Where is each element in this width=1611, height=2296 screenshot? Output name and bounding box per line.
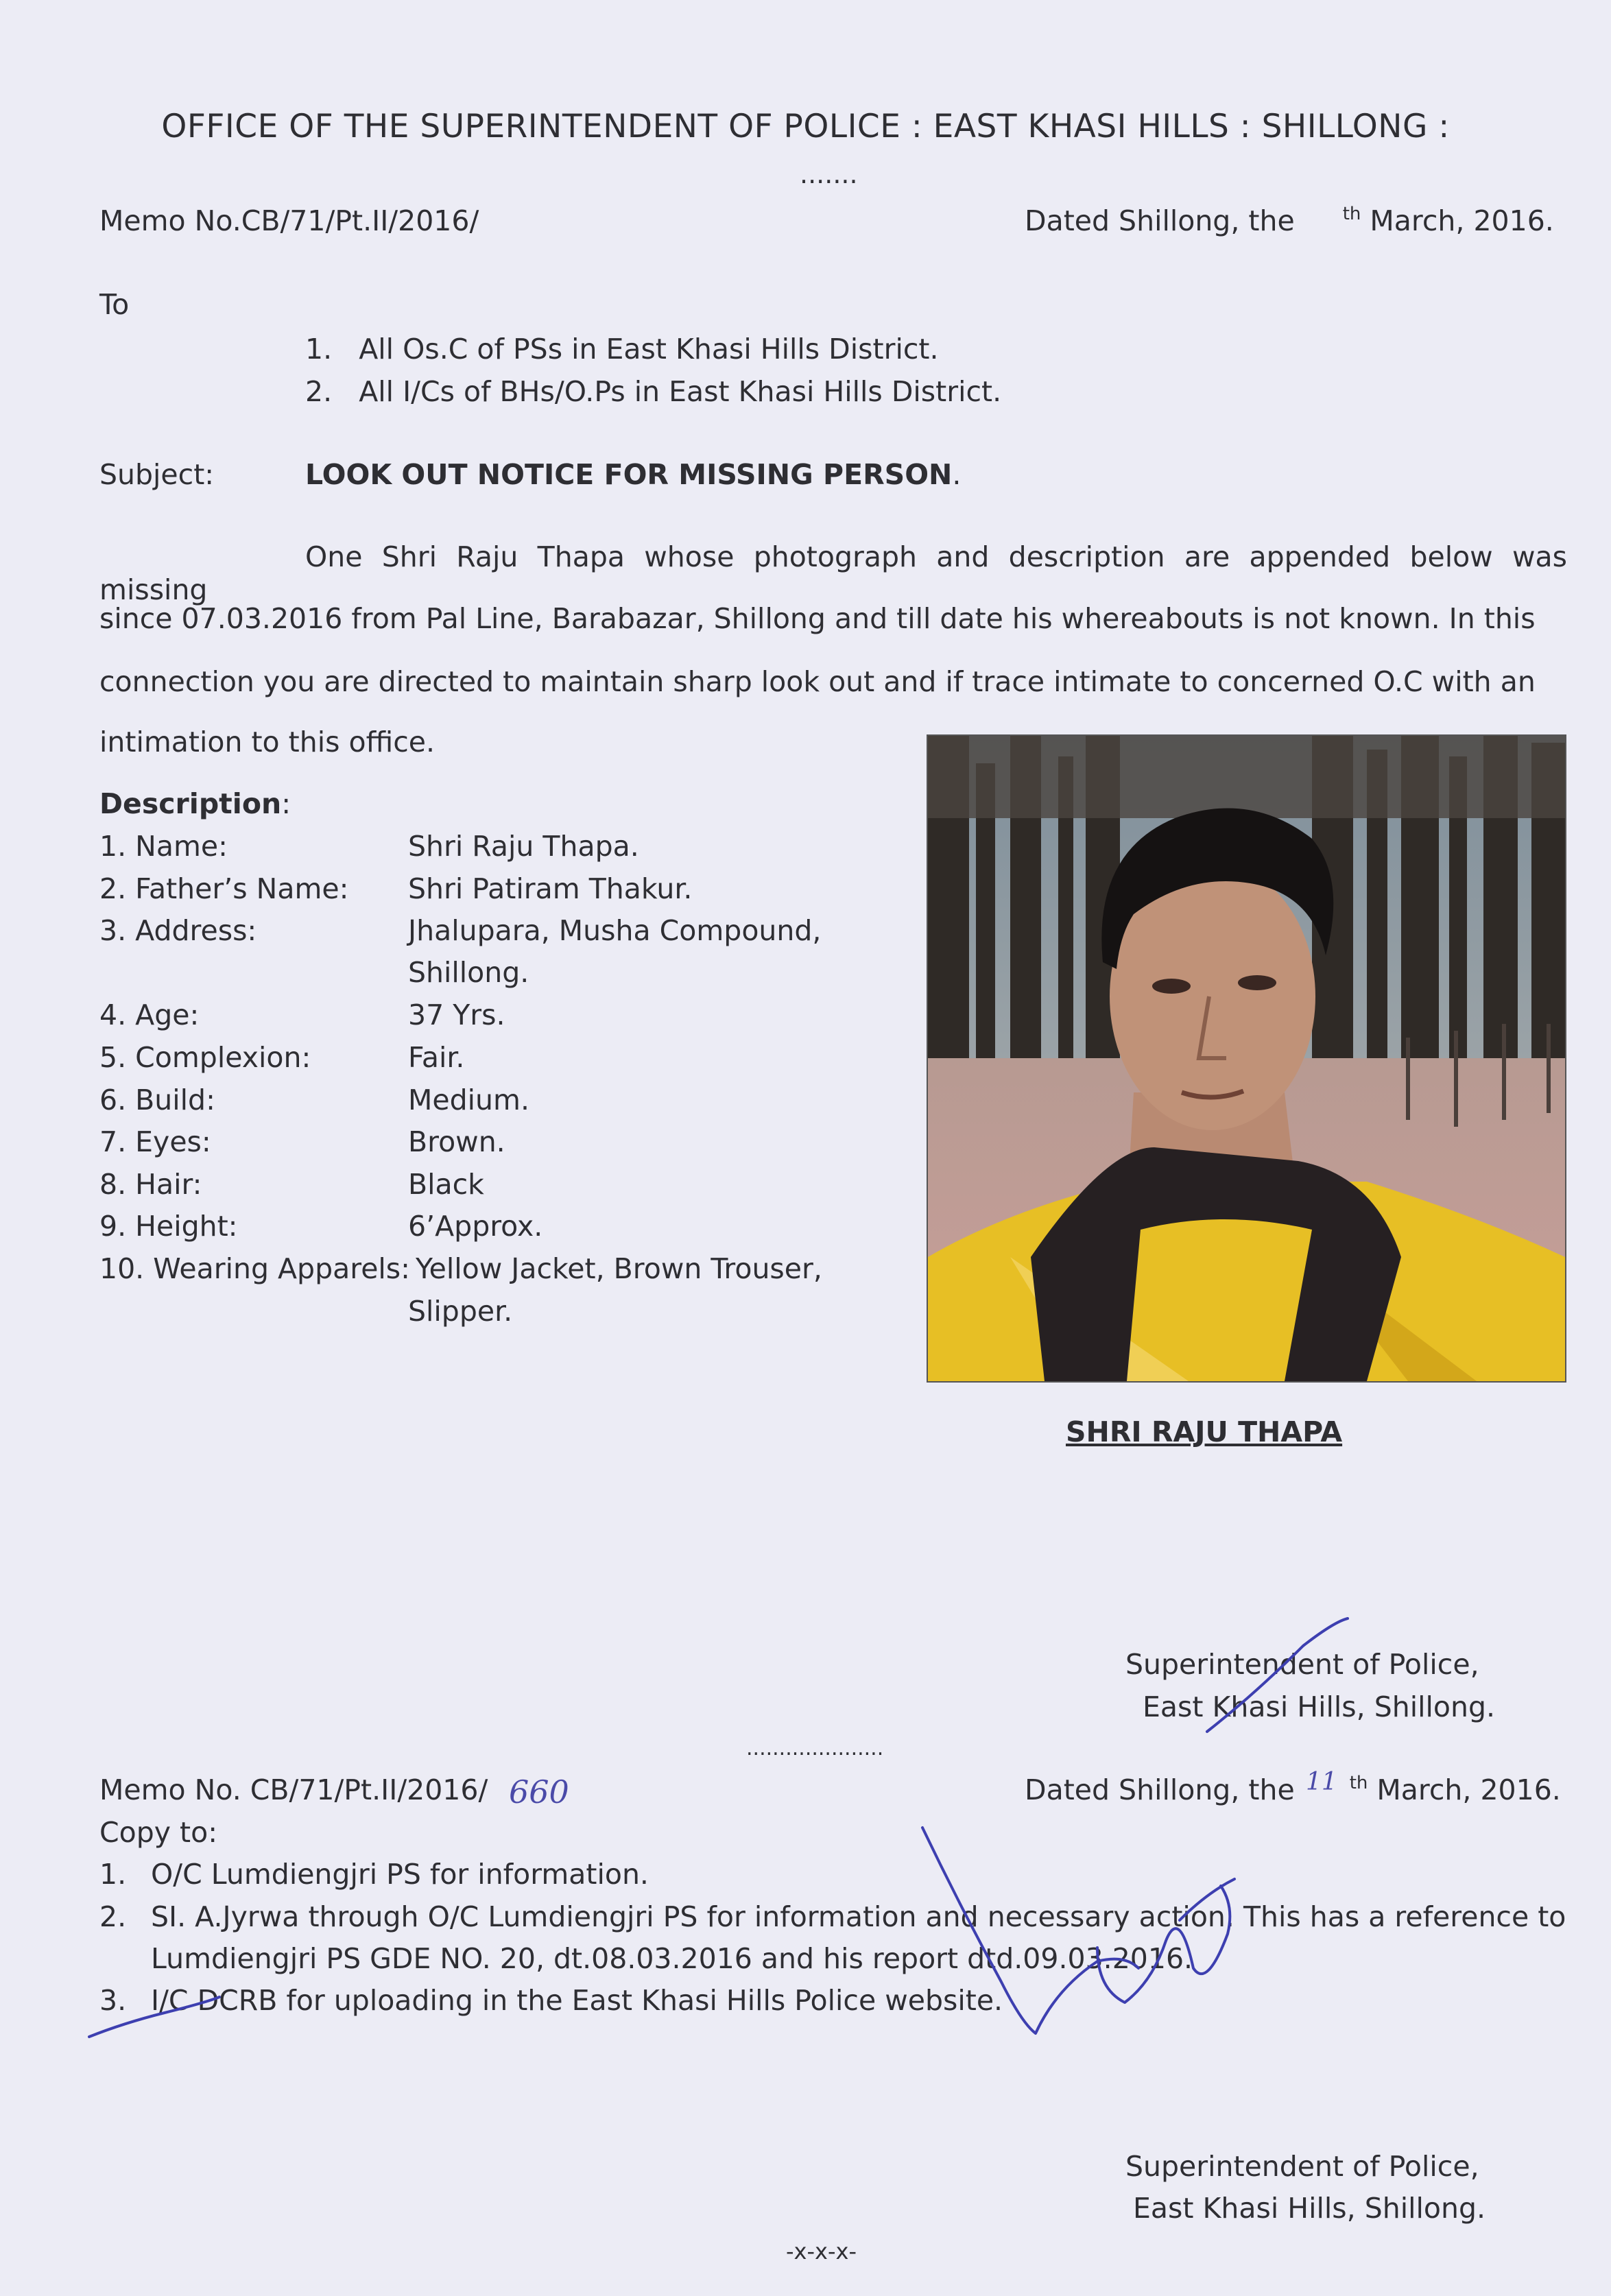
missing-person-photo	[927, 734, 1566, 1383]
signatory-office-2: East Khasi Hills, Shillong.	[1133, 2192, 1486, 2225]
subject-label: Subject:	[99, 458, 215, 491]
memo-date-sup: th	[1342, 204, 1361, 224]
subject-period: .	[952, 458, 962, 491]
title-dots: .......	[800, 159, 858, 189]
desc-value-complexion: Fair.	[408, 1041, 465, 1074]
desc-label-build: 6. Build:	[99, 1084, 215, 1116]
copy-item-2-text: SI. A.Jyrwa through O/C Lumdiengjri PS for information and necessary action. This has a reference to	[151, 1900, 1566, 1933]
copy-item-2-number: 2.	[99, 1900, 127, 1933]
description-heading-colon: :	[281, 787, 291, 820]
desc-value-hair: Black	[408, 1168, 484, 1201]
desc-value-apparels-2: Slipper.	[408, 1295, 513, 1328]
signatory-office-1: East Khasi Hills, Shillong.	[1143, 1690, 1496, 1723]
copy-to-label: Copy to:	[99, 1816, 218, 1849]
handwritten-memo-number: 660	[509, 1773, 569, 1810]
desc-value-age: 37 Yrs.	[408, 998, 505, 1031]
memo-date-bottom-sup: th	[1349, 1773, 1368, 1793]
body-line-2: since 07.03.2016 from Pal Line, Barabazar, Shillong and till date his whereabouts is not known. In this	[99, 602, 1536, 635]
to-label: To	[99, 288, 130, 321]
copy-item-1-number: 1.	[99, 1858, 127, 1891]
handwritten-day: 11	[1306, 1768, 1337, 1796]
desc-label-hair: 8. Hair:	[99, 1168, 202, 1201]
desc-value-height: 6’Approx.	[408, 1210, 543, 1243]
desc-value-address-2: Shillong.	[408, 956, 529, 989]
memo-date-bottom	[1025, 1773, 1561, 1806]
signatory-title-2: Superintendent of Police,	[1125, 2150, 1479, 2183]
memo-number: Memo No.CB/71/Pt.II/2016/	[99, 204, 479, 237]
memo-date	[1025, 204, 1554, 237]
copy-item-3-text: I/C DCRB for uploading in the East Khasi Hills Police website.	[151, 1984, 1003, 2017]
recipient-1: 1. All Os.C of PSs in East Khasi Hills District.	[305, 333, 939, 366]
body-line-4: intimation to this office.	[99, 726, 435, 758]
body-line-1: One Shri Raju Thapa whose photograph and description are appended below was missing	[99, 540, 1567, 606]
memo-date-bottom-suffix: March, 2016.	[1376, 1773, 1561, 1806]
desc-value-eyes: Brown.	[408, 1125, 505, 1158]
desc-label-age: 4. Age:	[99, 998, 200, 1031]
desc-label-eyes: 7. Eyes:	[99, 1125, 211, 1158]
subject-text	[305, 458, 961, 491]
memo-date-bottom-prefix: Dated Shillong, the	[1025, 1773, 1295, 1806]
photo-illustration	[928, 736, 1565, 1381]
subject-title: LOOK OUT NOTICE FOR MISSING PERSON	[305, 458, 953, 491]
desc-value-father: Shri Patiram Thakur.	[408, 872, 693, 905]
body-line-3: connection you are directed to maintain sharp look out and if trace intimate to concerned O.C with an	[99, 665, 1536, 698]
desc-label-height: 9. Height:	[99, 1210, 238, 1243]
copy-item-3-number: 3.	[99, 1984, 127, 2017]
copy-item-1-text: O/C Lumdiengjri PS for information.	[151, 1858, 649, 1891]
desc-value-name: Shri Raju Thapa.	[408, 830, 639, 863]
office-title: OFFICE OF THE SUPERINTENDENT OF POLICE : EAST KHASI HILLS : SHILLONG :	[161, 108, 1450, 145]
desc-value-build: Medium.	[408, 1084, 529, 1116]
description-heading-text: Description	[99, 787, 282, 820]
end-mark: -x-x-x-	[786, 2238, 857, 2264]
desc-label-address: 3. Address:	[99, 914, 257, 947]
copy-item-2-text-2: Lumdiengjri PS GDE NO. 20, dt.08.03.2016 and his report dtd.09.03.2016.	[151, 1942, 1193, 1975]
signatory-title-1: Superintendent of Police,	[1125, 1648, 1479, 1681]
desc-value-address: Jhalupara, Musha Compound,	[408, 914, 822, 947]
desc-label-name: 1. Name:	[99, 830, 228, 863]
desc-label-father: 2. Father’s Name:	[99, 872, 349, 905]
separator-dots: .....................	[746, 1736, 884, 1760]
memo-number-bottom: Memo No. CB/71/Pt.II/2016/	[99, 1773, 488, 1806]
photo-caption: SHRI RAJU THAPA	[1066, 1415, 1343, 1448]
desc-label-apparels: 10. Wearing Apparels:	[99, 1252, 410, 1285]
memo-date-prefix: Dated Shillong, the	[1025, 204, 1295, 237]
description-heading	[99, 787, 291, 820]
memo-date-suffix: March, 2016.	[1370, 204, 1554, 237]
desc-label-complexion: 5. Complexion:	[99, 1041, 311, 1074]
recipient-2: 2. All I/Cs of BHs/O.Ps in East Khasi Hills District.	[305, 375, 1002, 408]
desc-value-apparels: Yellow Jacket, Brown Trouser,	[416, 1252, 822, 1285]
